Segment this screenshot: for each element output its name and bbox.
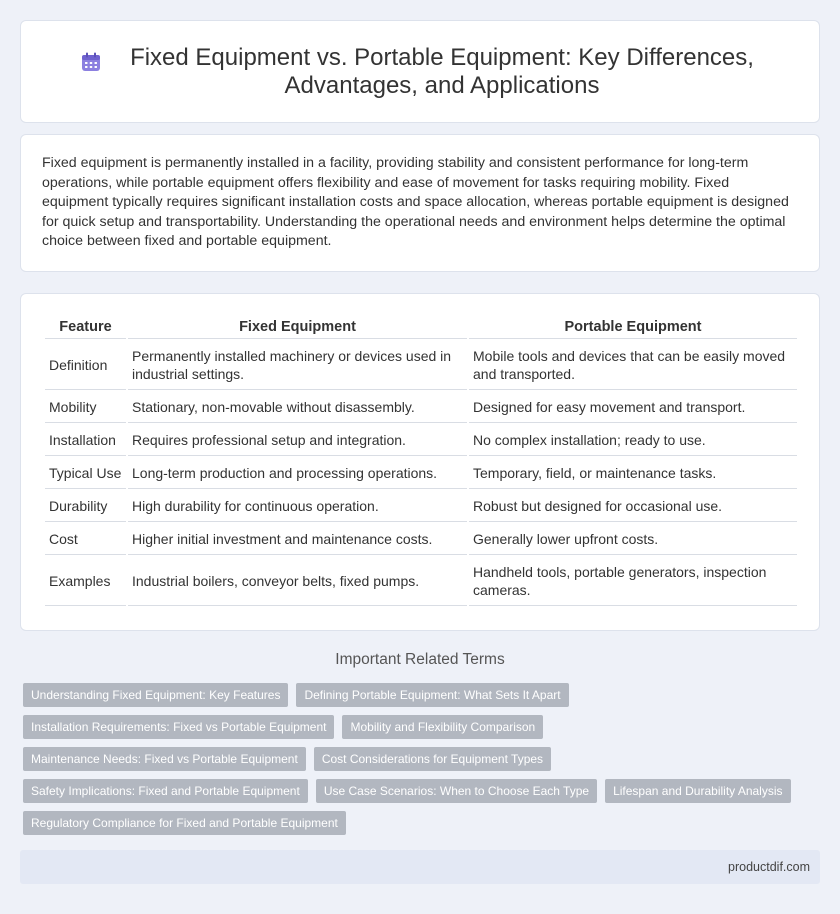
tag-row	[23, 747, 823, 771]
header-feature: Feature	[45, 314, 126, 339]
tag-row	[23, 683, 823, 707]
comparison-table	[43, 312, 799, 608]
related-term-tag[interactable]: Mobility and Flexibility Comparison	[342, 715, 543, 739]
calendar-icon	[80, 51, 102, 73]
cell-portable: No complex installation; ready to use.	[469, 425, 797, 456]
page-title: Fixed Equipment vs. Portable Equipment: Key Differences, Advantages, and Applications	[130, 43, 754, 99]
cell-portable: Robust but designed for occasional use.	[469, 491, 797, 522]
related-term-tag[interactable]: Defining Portable Equipment: What Sets It Apart	[296, 683, 568, 707]
cell-feature: Durability	[45, 491, 126, 522]
cell-portable: Temporary, field, or maintenance tasks.	[469, 458, 797, 489]
cell-portable: Mobile tools and devices that can be easily moved and transported.	[469, 341, 797, 390]
table-row	[45, 491, 797, 522]
related-term-tag[interactable]: Cost Considerations for Equipment Types	[314, 747, 551, 771]
tag-row	[23, 779, 823, 803]
related-term-tag[interactable]: Lifespan and Durability Analysis	[605, 779, 790, 803]
related-terms-list	[23, 683, 823, 843]
table-row	[45, 458, 797, 489]
intro-paragraph: Fixed equipment is permanently installed in a facility, providing stability and consistent performance for long-term operations, while portable equipment offers flexibility and ease of movement for tasks requiring mobility. Fixed equipment typically requires significant installation costs and space allocation, whereas portable equipment is designed for quick setup and transportability. Understanding the operational needs and environment helps determine the optimal choice between fixed and portable equipment.	[42, 155, 789, 250]
cell-fixed: Higher initial investment and maintenance costs.	[128, 524, 467, 555]
title-wrap	[80, 44, 760, 100]
cell-feature: Cost	[45, 524, 126, 555]
cell-portable: Generally lower upfront costs.	[469, 524, 797, 555]
table-row	[45, 524, 797, 555]
header-portable: Portable Equipment	[469, 314, 797, 339]
tag-row	[23, 715, 823, 739]
intro-card	[20, 134, 820, 272]
table-row	[45, 392, 797, 423]
table-row	[45, 557, 797, 606]
title-card	[20, 20, 820, 123]
cell-feature: Installation	[45, 425, 126, 456]
related-term-tag[interactable]: Use Case Scenarios: When to Choose Each Type	[316, 779, 597, 803]
related-term-tag[interactable]: Understanding Fixed Equipment: Key Features	[23, 683, 288, 707]
related-term-tag[interactable]: Maintenance Needs: Fixed vs Portable Equipment	[23, 747, 306, 771]
cell-fixed: Stationary, non-movable without disassembly.	[128, 392, 467, 423]
tag-row	[23, 811, 823, 835]
cell-fixed: Permanently installed machinery or devices used in industrial settings.	[128, 341, 467, 390]
header-fixed: Fixed Equipment	[128, 314, 467, 339]
cell-portable: Handheld tools, portable generators, inspection cameras.	[469, 557, 797, 606]
table-header-row	[45, 314, 797, 339]
table-row	[45, 341, 797, 390]
cell-feature: Mobility	[45, 392, 126, 423]
cell-fixed: High durability for continuous operation.	[128, 491, 467, 522]
cell-portable: Designed for easy movement and transport.	[469, 392, 797, 423]
footer	[20, 850, 820, 884]
related-term-tag[interactable]: Installation Requirements: Fixed vs Portable Equipment	[23, 715, 334, 739]
cell-feature: Typical Use	[45, 458, 126, 489]
related-term-tag[interactable]: Regulatory Compliance for Fixed and Portable Equipment	[23, 811, 346, 835]
cell-fixed: Long-term production and processing operations.	[128, 458, 467, 489]
related-terms-heading: Important Related Terms	[335, 651, 505, 668]
table-row	[45, 425, 797, 456]
cell-feature: Examples	[45, 557, 126, 606]
cell-fixed: Requires professional setup and integration.	[128, 425, 467, 456]
related-term-tag[interactable]: Safety Implications: Fixed and Portable Equipment	[23, 779, 308, 803]
footer-site-name[interactable]: productdif.com	[728, 860, 810, 874]
cell-fixed: Industrial boilers, conveyor belts, fixed pumps.	[128, 557, 467, 606]
cell-feature: Definition	[45, 341, 126, 390]
comparison-card	[20, 293, 820, 631]
